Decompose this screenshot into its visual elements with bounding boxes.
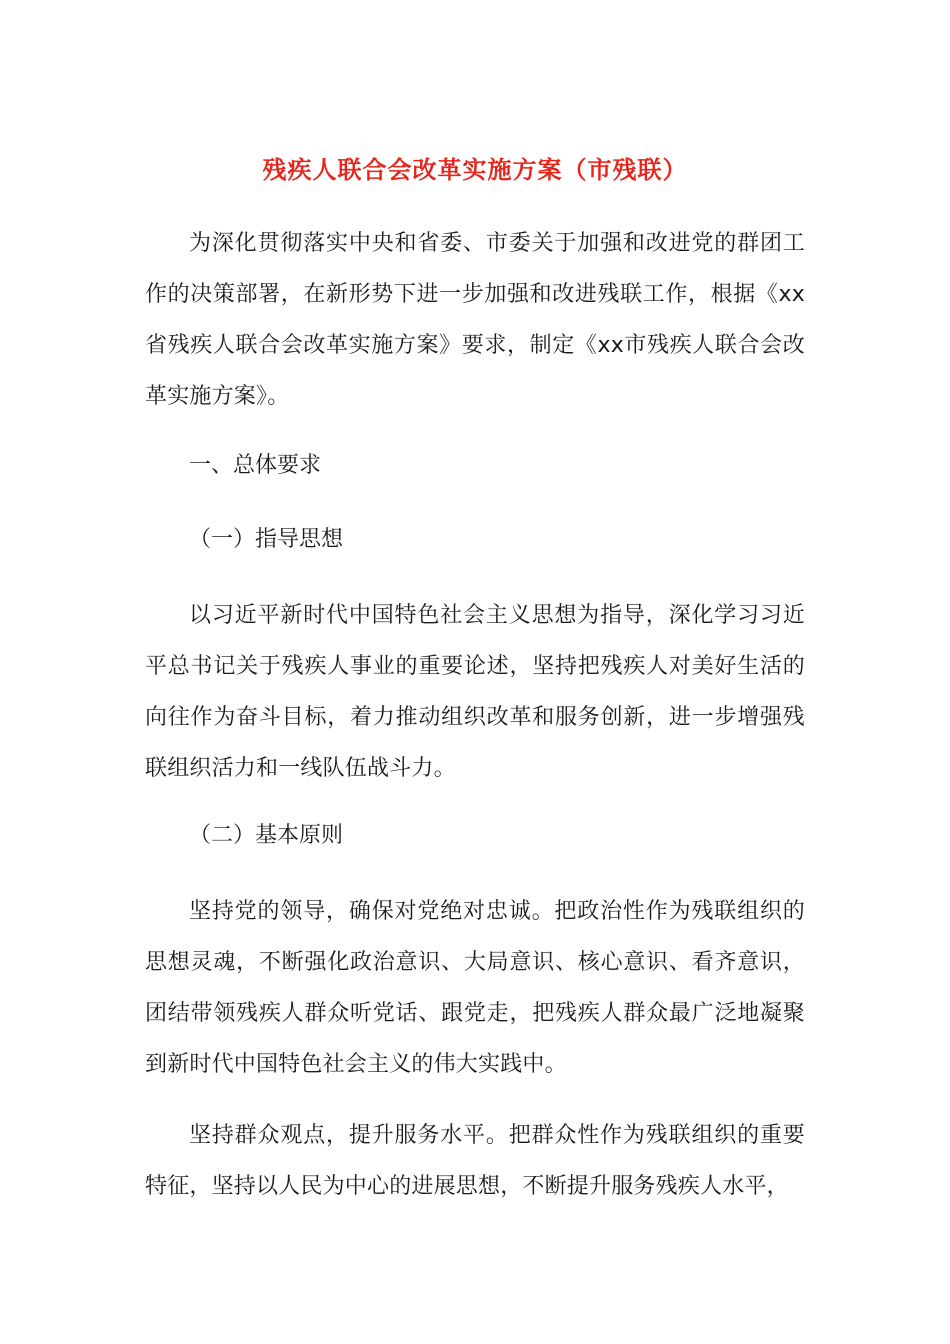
subsection-heading-basic-principles: （二）基本原则: [189, 823, 344, 848]
guiding-ideology-paragraph: 以习近平新时代中国特色社会主义思想为指导，深化学习习近平总书记关于残疾人事业的重要论述，坚持把残疾人对美好生活的向往作为奋斗目标，着力推动组织改革和服务创新，进一步增强残联组织活力和一线队伍战斗力。: [145, 603, 805, 781]
principle-mass-viewpoint-paragraph: 坚持群众观点，提升服务水平。把群众性作为残联组织的重要特征，坚持以人民为中心的进展思想，不断提升服务残疾人水平，: [145, 1123, 805, 1199]
subsection-heading-guiding-ideology: （一）指导思想: [189, 527, 344, 552]
document-title: 残疾人联合会改革实施方案（市残联）: [262, 156, 688, 184]
section-heading-overall-requirements: 一、总体要求: [189, 453, 322, 478]
intro-paragraph: 为深化贯彻落实中央和省委、市委关于加强和改进党的群团工作的决策部署，在新形势下进一步加强和改进残联工作，根据《xx省残疾人联合会改革实施方案》要求，制定《xx市残疾人联合会改革实施方案》。: [145, 231, 805, 409]
principle-party-leadership-paragraph: 坚持党的领导，确保对党绝对忠诚。把政治性作为残联组织的思想灵魂，不断强化政治意识、大局意识、核心意识、看齐意识，团结带领残疾人群众听党话、跟党走，把残疾人群众最广泛地凝聚到新时代中国特色社会主义的伟大实践中。: [145, 899, 805, 1077]
